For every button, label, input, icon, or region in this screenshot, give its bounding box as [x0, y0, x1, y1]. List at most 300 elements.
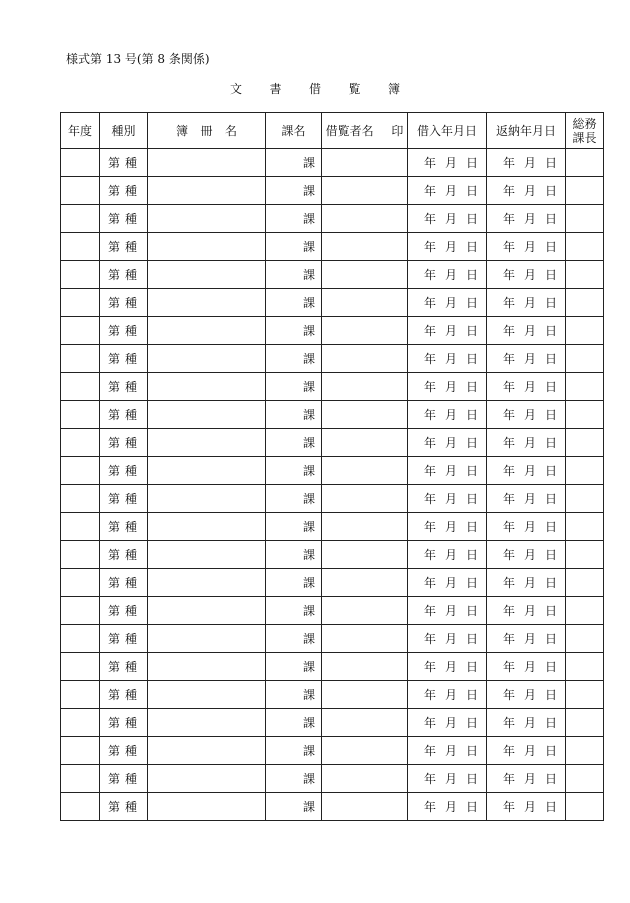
return-date-cell[interactable]: [487, 765, 566, 793]
date-month-label: 月: [523, 632, 536, 646]
date-month-label: 月: [523, 408, 536, 422]
column-header-return-date: 返納年月日: [487, 113, 566, 149]
category-cell[interactable]: [100, 765, 148, 793]
year-cell[interactable]: [61, 177, 100, 205]
approver-seal-cell[interactable]: [566, 653, 604, 681]
approver-seal-cell[interactable]: [566, 597, 604, 625]
date-day-label: 日: [544, 324, 557, 338]
return-date-cell[interactable]: [487, 177, 566, 205]
register-name-cell[interactable]: [148, 429, 266, 457]
year-cell[interactable]: [61, 373, 100, 401]
borrow-date-cell[interactable]: [408, 345, 487, 373]
borrower-cell[interactable]: [322, 597, 408, 625]
borrow-date-cell[interactable]: [408, 681, 487, 709]
return-date-cell[interactable]: [487, 401, 566, 429]
return-date-cell[interactable]: [487, 569, 566, 597]
division-cell[interactable]: [266, 485, 322, 513]
date-year-label: 年: [503, 604, 516, 618]
category-cell[interactable]: [100, 653, 148, 681]
title-char: 書: [269, 82, 282, 96]
division-cell[interactable]: [266, 513, 322, 541]
division-cell[interactable]: [266, 569, 322, 597]
date-day-label: 日: [544, 212, 557, 226]
category-prefix: 第: [108, 604, 121, 618]
year-cell[interactable]: [61, 149, 100, 177]
borrow-date-cell[interactable]: [408, 149, 487, 177]
approver-seal-cell[interactable]: [566, 289, 604, 317]
date-month-label: 月: [523, 268, 536, 282]
category-cell[interactable]: [100, 233, 148, 261]
approver-seal-cell[interactable]: [566, 401, 604, 429]
date-year-label: 年: [424, 548, 437, 562]
division-suffix: 課: [302, 268, 315, 282]
year-cell[interactable]: [61, 401, 100, 429]
borrow-date-cell[interactable]: [408, 205, 487, 233]
borrowing-register-table: [60, 112, 604, 821]
return-date-cell[interactable]: [487, 597, 566, 625]
category-suffix: 種: [124, 744, 137, 758]
category-suffix: 種: [124, 632, 137, 646]
date-day-label: 日: [544, 660, 557, 674]
year-cell[interactable]: [61, 793, 100, 821]
date-month-label: 月: [444, 576, 457, 590]
year-cell[interactable]: [61, 765, 100, 793]
approver-seal-cell[interactable]: [566, 317, 604, 345]
category-cell[interactable]: [100, 541, 148, 569]
borrow-date-cell[interactable]: [408, 625, 487, 653]
date-year-label: 年: [503, 380, 516, 394]
division-cell[interactable]: [266, 289, 322, 317]
return-date-cell[interactable]: [487, 457, 566, 485]
category-cell[interactable]: [100, 289, 148, 317]
borrow-date-cell[interactable]: [408, 457, 487, 485]
date-year-label: 年: [424, 520, 437, 534]
register-header-char: 冊: [200, 124, 213, 138]
date-month-label: 月: [444, 632, 457, 646]
return-date-cell[interactable]: [487, 513, 566, 541]
return-date-cell[interactable]: [487, 681, 566, 709]
borrower-cell[interactable]: [322, 653, 408, 681]
return-date-cell[interactable]: [487, 709, 566, 737]
category-cell[interactable]: [100, 457, 148, 485]
date-month-label: 月: [523, 296, 536, 310]
date-day-label: 日: [465, 240, 478, 254]
division-cell[interactable]: [266, 541, 322, 569]
division-cell[interactable]: [266, 317, 322, 345]
borrower-cell[interactable]: [322, 765, 408, 793]
register-name-cell[interactable]: [148, 261, 266, 289]
approver-seal-cell[interactable]: [566, 625, 604, 653]
year-cell[interactable]: [61, 625, 100, 653]
return-date-cell[interactable]: [487, 793, 566, 821]
category-cell[interactable]: [100, 345, 148, 373]
category-cell[interactable]: [100, 737, 148, 765]
date-year-label: 年: [424, 688, 437, 702]
year-cell[interactable]: [61, 261, 100, 289]
category-cell[interactable]: [100, 429, 148, 457]
return-date-cell[interactable]: [487, 541, 566, 569]
table-row: [61, 261, 604, 289]
division-suffix: 課: [302, 296, 315, 310]
borrower-cell[interactable]: [322, 709, 408, 737]
date-month-label: 月: [523, 492, 536, 506]
borrow-date-cell[interactable]: [408, 513, 487, 541]
approver-seal-cell[interactable]: [566, 429, 604, 457]
borrow-date-cell[interactable]: [408, 737, 487, 765]
division-cell[interactable]: [266, 653, 322, 681]
date-year-label: 年: [503, 632, 516, 646]
borrow-date-cell[interactable]: [408, 317, 487, 345]
column-header-division: 課名: [266, 113, 322, 149]
date-day-label: 日: [544, 744, 557, 758]
approver-seal-cell[interactable]: [566, 513, 604, 541]
return-date-cell[interactable]: [487, 485, 566, 513]
date-month-label: 月: [523, 464, 536, 478]
date-month-label: 月: [444, 212, 457, 226]
borrow-date-cell[interactable]: [408, 401, 487, 429]
date-year-label: 年: [503, 576, 516, 590]
date-day-label: 日: [465, 632, 478, 646]
borrow-date-cell[interactable]: [408, 289, 487, 317]
register-name-cell[interactable]: [148, 709, 266, 737]
approver-seal-cell[interactable]: [566, 485, 604, 513]
division-cell[interactable]: [266, 345, 322, 373]
category-cell[interactable]: [100, 709, 148, 737]
date-year-label: 年: [503, 212, 516, 226]
date-day-label: 日: [465, 156, 478, 170]
table-row: [61, 653, 604, 681]
date-year-label: 年: [424, 632, 437, 646]
approver-seal-cell[interactable]: [566, 345, 604, 373]
date-year-label: 年: [424, 772, 437, 786]
category-suffix: 種: [124, 184, 137, 198]
borrow-date-cell[interactable]: [408, 569, 487, 597]
approver-seal-cell[interactable]: [566, 457, 604, 485]
category-suffix: 種: [124, 800, 137, 814]
return-date-cell[interactable]: [487, 205, 566, 233]
year-cell[interactable]: [61, 233, 100, 261]
approver-seal-cell[interactable]: [566, 233, 604, 261]
division-cell[interactable]: [266, 205, 322, 233]
borrower-cell[interactable]: [322, 373, 408, 401]
date-year-label: 年: [424, 380, 437, 394]
date-year-label: 年: [424, 660, 437, 674]
division-cell[interactable]: [266, 149, 322, 177]
category-cell[interactable]: [100, 177, 148, 205]
borrower-cell[interactable]: [322, 485, 408, 513]
column-header-borrower: [322, 113, 408, 149]
table-row: [61, 205, 604, 233]
register-name-cell[interactable]: [148, 513, 266, 541]
year-cell[interactable]: [61, 205, 100, 233]
borrow-date-cell[interactable]: [408, 597, 487, 625]
approver-seal-cell[interactable]: [566, 765, 604, 793]
return-date-cell[interactable]: [487, 233, 566, 261]
date-month-label: 月: [444, 352, 457, 366]
date-day-label: 日: [465, 520, 478, 534]
date-year-label: 年: [503, 548, 516, 562]
date-month-label: 月: [444, 408, 457, 422]
borrower-cell[interactable]: [322, 681, 408, 709]
borrower-cell[interactable]: [322, 345, 408, 373]
register-name-cell[interactable]: [148, 149, 266, 177]
borrow-date-cell[interactable]: [408, 485, 487, 513]
register-name-cell[interactable]: [148, 569, 266, 597]
date-year-label: 年: [503, 268, 516, 282]
table-row: [61, 541, 604, 569]
date-day-label: 日: [465, 492, 478, 506]
category-cell[interactable]: [100, 569, 148, 597]
return-date-cell[interactable]: [487, 373, 566, 401]
borrower-cell[interactable]: [322, 205, 408, 233]
date-day-label: 日: [544, 716, 557, 730]
category-prefix: 第: [108, 436, 121, 450]
title-char: 文: [230, 82, 243, 96]
division-suffix: 課: [302, 436, 315, 450]
borrower-cell[interactable]: [322, 569, 408, 597]
borrower-cell[interactable]: [322, 793, 408, 821]
division-cell[interactable]: [266, 597, 322, 625]
register-name-cell[interactable]: [148, 345, 266, 373]
table-row: [61, 233, 604, 261]
approver-seal-cell[interactable]: [566, 737, 604, 765]
division-suffix: 課: [302, 408, 315, 422]
year-cell[interactable]: [61, 429, 100, 457]
borrower-cell[interactable]: [322, 317, 408, 345]
borrower-cell[interactable]: [322, 513, 408, 541]
register-name-cell[interactable]: [148, 485, 266, 513]
date-month-label: 月: [523, 576, 536, 590]
year-cell[interactable]: [61, 457, 100, 485]
date-year-label: 年: [424, 296, 437, 310]
year-cell[interactable]: [61, 681, 100, 709]
borrow-date-cell[interactable]: [408, 373, 487, 401]
category-cell[interactable]: [100, 597, 148, 625]
year-cell[interactable]: [61, 597, 100, 625]
date-day-label: 日: [465, 212, 478, 226]
approver-seal-cell[interactable]: [566, 793, 604, 821]
date-year-label: 年: [503, 464, 516, 478]
date-year-label: 年: [503, 240, 516, 254]
register-name-cell[interactable]: [148, 373, 266, 401]
date-day-label: 日: [544, 548, 557, 562]
seal-label: 印: [391, 124, 404, 138]
date-year-label: 年: [503, 436, 516, 450]
year-cell[interactable]: [61, 653, 100, 681]
borrow-date-cell[interactable]: [408, 709, 487, 737]
register-name-cell[interactable]: [148, 205, 266, 233]
year-cell[interactable]: [61, 541, 100, 569]
borrower-cell[interactable]: [322, 233, 408, 261]
division-suffix: 課: [302, 156, 315, 170]
date-year-label: 年: [503, 772, 516, 786]
division-cell[interactable]: [266, 373, 322, 401]
approver-seal-cell[interactable]: [566, 373, 604, 401]
borrower-cell[interactable]: [322, 457, 408, 485]
category-cell[interactable]: [100, 205, 148, 233]
date-day-label: 日: [544, 688, 557, 702]
date-year-label: 年: [503, 520, 516, 534]
category-prefix: 第: [108, 744, 121, 758]
date-month-label: 月: [523, 660, 536, 674]
year-cell[interactable]: [61, 513, 100, 541]
return-date-cell[interactable]: [487, 289, 566, 317]
division-cell[interactable]: [266, 457, 322, 485]
register-name-cell[interactable]: [148, 597, 266, 625]
category-cell[interactable]: [100, 681, 148, 709]
year-cell[interactable]: [61, 709, 100, 737]
register-name-cell[interactable]: [148, 793, 266, 821]
category-prefix: 第: [108, 548, 121, 562]
approver-seal-cell[interactable]: [566, 709, 604, 737]
date-month-label: 月: [444, 240, 457, 254]
division-cell[interactable]: [266, 233, 322, 261]
register-name-cell[interactable]: [148, 681, 266, 709]
date-day-label: 日: [544, 632, 557, 646]
register-name-cell[interactable]: [148, 765, 266, 793]
category-cell[interactable]: [100, 485, 148, 513]
register-name-cell[interactable]: [148, 177, 266, 205]
division-cell[interactable]: [266, 625, 322, 653]
division-cell[interactable]: [266, 429, 322, 457]
approver-seal-cell[interactable]: [566, 205, 604, 233]
year-cell[interactable]: [61, 485, 100, 513]
year-cell[interactable]: [61, 289, 100, 317]
division-suffix: 課: [302, 184, 315, 198]
date-day-label: 日: [465, 576, 478, 590]
table-row: [61, 373, 604, 401]
borrower-cell[interactable]: [322, 401, 408, 429]
return-date-cell[interactable]: [487, 149, 566, 177]
category-cell[interactable]: [100, 625, 148, 653]
return-date-cell[interactable]: [487, 261, 566, 289]
table-row: [61, 429, 604, 457]
date-month-label: 月: [523, 716, 536, 730]
date-year-label: 年: [503, 184, 516, 198]
date-month-label: 月: [444, 156, 457, 170]
date-year-label: 年: [424, 268, 437, 282]
division-cell[interactable]: [266, 737, 322, 765]
category-cell[interactable]: [100, 401, 148, 429]
approver-seal-cell[interactable]: [566, 569, 604, 597]
category-cell[interactable]: [100, 793, 148, 821]
year-cell[interactable]: [61, 345, 100, 373]
borrow-date-cell[interactable]: [408, 177, 487, 205]
table-row: [61, 737, 604, 765]
register-name-cell[interactable]: [148, 541, 266, 569]
date-year-label: 年: [503, 156, 516, 170]
category-suffix: 種: [124, 156, 137, 170]
borrower-cell[interactable]: [322, 149, 408, 177]
return-date-cell[interactable]: [487, 737, 566, 765]
year-cell[interactable]: [61, 569, 100, 597]
category-cell[interactable]: [100, 373, 148, 401]
borrow-date-cell[interactable]: [408, 233, 487, 261]
approver-seal-cell[interactable]: [566, 149, 604, 177]
register-name-cell[interactable]: [148, 289, 266, 317]
borrower-cell[interactable]: [322, 261, 408, 289]
borrow-date-cell[interactable]: [408, 653, 487, 681]
division-cell[interactable]: [266, 681, 322, 709]
category-cell[interactable]: [100, 317, 148, 345]
register-name-cell[interactable]: [148, 625, 266, 653]
date-month-label: 月: [523, 156, 536, 170]
borrower-cell[interactable]: [322, 429, 408, 457]
category-suffix: 種: [124, 548, 137, 562]
borrower-cell[interactable]: [322, 737, 408, 765]
division-suffix: 課: [302, 324, 315, 338]
division-suffix: 課: [302, 352, 315, 366]
date-day-label: 日: [465, 268, 478, 282]
date-year-label: 年: [424, 604, 437, 618]
borrow-date-cell[interactable]: [408, 261, 487, 289]
date-year-label: 年: [503, 352, 516, 366]
category-suffix: 種: [124, 520, 137, 534]
return-date-cell[interactable]: [487, 653, 566, 681]
borrow-date-cell[interactable]: [408, 793, 487, 821]
return-date-cell[interactable]: [487, 625, 566, 653]
borrower-cell[interactable]: [322, 177, 408, 205]
date-month-label: 月: [523, 240, 536, 254]
category-suffix: 種: [124, 408, 137, 422]
title-char: 覧: [348, 82, 361, 96]
year-cell[interactable]: [61, 737, 100, 765]
division-cell[interactable]: [266, 401, 322, 429]
register-name-cell[interactable]: [148, 401, 266, 429]
borrower-cell[interactable]: [322, 541, 408, 569]
division-cell[interactable]: [266, 177, 322, 205]
division-cell[interactable]: [266, 261, 322, 289]
date-month-label: 月: [523, 744, 536, 758]
division-cell[interactable]: [266, 709, 322, 737]
register-name-cell[interactable]: [148, 457, 266, 485]
register-name-cell[interactable]: [148, 233, 266, 261]
date-year-label: 年: [424, 184, 437, 198]
borrow-date-cell[interactable]: [408, 541, 487, 569]
division-cell[interactable]: [266, 765, 322, 793]
borrower-cell[interactable]: [322, 289, 408, 317]
approver-seal-cell[interactable]: [566, 261, 604, 289]
year-cell[interactable]: [61, 317, 100, 345]
category-cell[interactable]: [100, 149, 148, 177]
table-row: [61, 709, 604, 737]
borrow-date-cell[interactable]: [408, 429, 487, 457]
category-cell[interactable]: [100, 261, 148, 289]
date-day-label: 日: [465, 688, 478, 702]
register-name-cell[interactable]: [148, 653, 266, 681]
return-date-cell[interactable]: [487, 345, 566, 373]
category-suffix: 種: [124, 772, 137, 786]
return-date-cell[interactable]: [487, 317, 566, 345]
date-day-label: 日: [465, 296, 478, 310]
borrow-date-cell[interactable]: [408, 765, 487, 793]
approver-seal-cell[interactable]: [566, 541, 604, 569]
date-month-label: 月: [444, 800, 457, 814]
category-prefix: 第: [108, 688, 121, 702]
division-cell[interactable]: [266, 793, 322, 821]
date-month-label: 月: [444, 688, 457, 702]
return-date-cell[interactable]: [487, 429, 566, 457]
category-cell[interactable]: [100, 513, 148, 541]
date-day-label: 日: [544, 352, 557, 366]
approver-seal-cell[interactable]: [566, 177, 604, 205]
date-year-label: 年: [503, 408, 516, 422]
borrower-cell[interactable]: [322, 625, 408, 653]
register-name-cell[interactable]: [148, 737, 266, 765]
borrower-name-label: 借覧者名: [325, 124, 374, 138]
register-name-cell[interactable]: [148, 317, 266, 345]
approver-seal-cell[interactable]: [566, 681, 604, 709]
